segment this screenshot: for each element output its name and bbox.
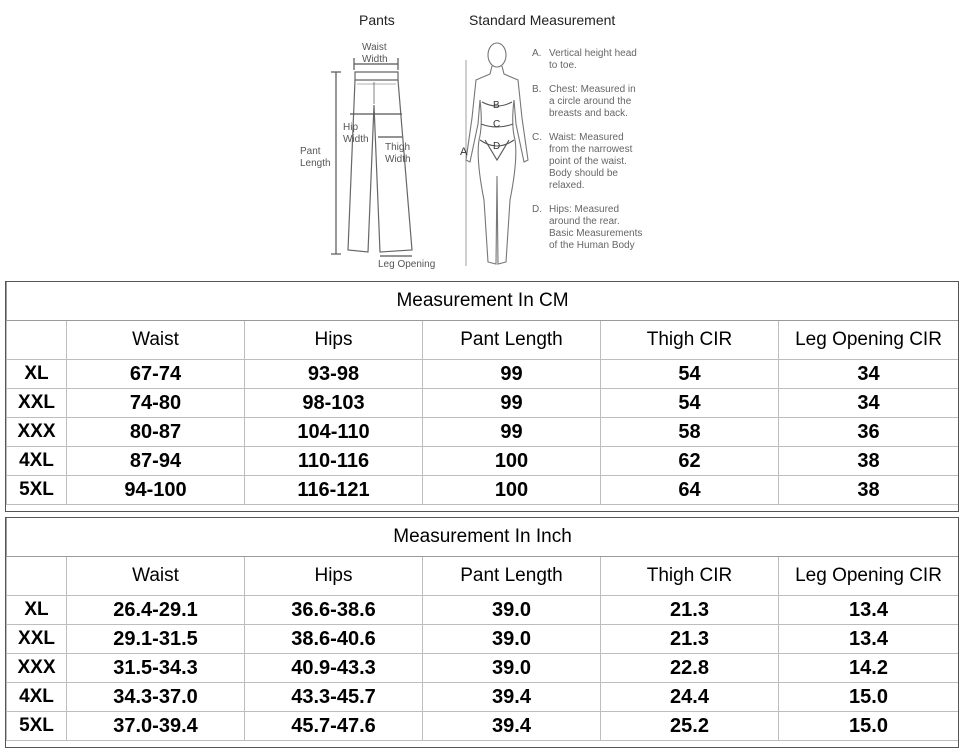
table-cell: 31.5-34.3 xyxy=(67,654,245,683)
size-cell: 4XL xyxy=(7,683,67,712)
size-cell: 5XL xyxy=(7,476,67,505)
standard-measurement-title: Standard Measurement xyxy=(469,12,616,28)
cm-table-frame xyxy=(5,281,959,512)
table-cell: 37.0-39.4 xyxy=(67,712,245,741)
header-cell: Leg Opening CIR xyxy=(779,557,959,596)
table-cell: 21.3 xyxy=(601,625,779,654)
table-cell: 99 xyxy=(423,360,601,389)
table-cell: 43.3-45.7 xyxy=(245,683,423,712)
table-cell: 22.8 xyxy=(601,654,779,683)
header-cell: Leg Opening CIR xyxy=(779,321,959,360)
size-cell: 4XL xyxy=(7,447,67,476)
table-cell: 54 xyxy=(601,389,779,418)
table-cell: 26.4-29.1 xyxy=(67,596,245,625)
table-cell: 100 xyxy=(423,476,601,505)
leg-opening-label: Leg Opening xyxy=(378,259,436,270)
table-cell: 54 xyxy=(601,360,779,389)
table-cell: 39.0 xyxy=(423,654,601,683)
table-cell: 13.4 xyxy=(779,625,959,654)
table-cell: 45.7-47.6 xyxy=(245,712,423,741)
table-cell: 29.1-31.5 xyxy=(67,625,245,654)
table-cell: 13.4 xyxy=(779,596,959,625)
table-cell: 15.0 xyxy=(779,683,959,712)
size-cell: XXL xyxy=(7,389,67,418)
table-cell: 34 xyxy=(779,389,959,418)
header-cell: Thigh CIR xyxy=(601,557,779,596)
table-cell: 87-94 xyxy=(67,447,245,476)
table-cell: 38 xyxy=(779,447,959,476)
inch-table-frame xyxy=(5,517,959,748)
thigh-label: Thigh Width xyxy=(385,142,411,165)
header-cell: Pant Length xyxy=(423,557,601,596)
header-cell: Waist xyxy=(67,321,245,360)
table-cell: 39.4 xyxy=(423,712,601,741)
table-cell: 39.4 xyxy=(423,683,601,712)
waist-label: Waist Width xyxy=(362,42,388,65)
table-cell: 99 xyxy=(423,389,601,418)
table-cell: 40.9-43.3 xyxy=(245,654,423,683)
note-a: A. Vertical height head to toe. xyxy=(532,48,637,71)
table-cell: 38 xyxy=(779,476,959,505)
measurement-illustration xyxy=(0,0,962,280)
table-cell: 24.4 xyxy=(601,683,779,712)
table-cell: 74-80 xyxy=(67,389,245,418)
table-title: Measurement In Inch xyxy=(7,518,959,557)
header-cell: Hips xyxy=(245,321,423,360)
size-cell: XXX xyxy=(7,418,67,447)
hip-label: Hip Width xyxy=(343,122,369,145)
table-cell: 36 xyxy=(779,418,959,447)
table-cell: 62 xyxy=(601,447,779,476)
table-cell: 94-100 xyxy=(67,476,245,505)
note-c: C. Waist: Measured from the narrowest point of the waist. Body should be relaxed. xyxy=(532,132,633,191)
size-cell: XL xyxy=(7,596,67,625)
table-cell: 39.0 xyxy=(423,596,601,625)
table-cell: 98-103 xyxy=(245,389,423,418)
body-marker-b: B xyxy=(493,100,500,111)
table-cell: 14.2 xyxy=(779,654,959,683)
table-cell: 100 xyxy=(423,447,601,476)
measurement-figure xyxy=(0,0,962,280)
pant-length-label: Pant Length xyxy=(300,146,331,169)
note-b: B. Chest: Measured in a circle around the breasts and back. xyxy=(532,84,636,119)
table-cell: 39.0 xyxy=(423,625,601,654)
table-cell: 21.3 xyxy=(601,596,779,625)
table-cell: 34.3-37.0 xyxy=(67,683,245,712)
table-cell: 99 xyxy=(423,418,601,447)
table-cell: 64 xyxy=(601,476,779,505)
table-cell: 38.6-40.6 xyxy=(245,625,423,654)
table-cell: 110-116 xyxy=(245,447,423,476)
header-cell: Pant Length xyxy=(423,321,601,360)
table-cell: 36.6-38.6 xyxy=(245,596,423,625)
table-title: Measurement In CM xyxy=(7,282,959,321)
table-cell: 116-121 xyxy=(245,476,423,505)
body-marker-a: A xyxy=(460,146,468,158)
size-cell: XL xyxy=(7,360,67,389)
table-cell: 67-74 xyxy=(67,360,245,389)
body-marker-c: C xyxy=(493,119,501,130)
header-cell: Waist xyxy=(67,557,245,596)
pants-title: Pants xyxy=(359,12,395,28)
body-diagram xyxy=(466,43,528,266)
note-d: D. Hips: Measured around the rear. Basic Measurements of the Human Body xyxy=(532,204,643,251)
size-cell: XXL xyxy=(7,625,67,654)
size-cell: XXX xyxy=(7,654,67,683)
table-cell: 104-110 xyxy=(245,418,423,447)
size-cell: 5XL xyxy=(7,712,67,741)
header-cell: Thigh CIR xyxy=(601,321,779,360)
table-cell: 93-98 xyxy=(245,360,423,389)
header-cell: Hips xyxy=(245,557,423,596)
table-cell: 25.2 xyxy=(601,712,779,741)
table-cell: 80-87 xyxy=(67,418,245,447)
table-cell: 58 xyxy=(601,418,779,447)
table-cell: 34 xyxy=(779,360,959,389)
table-cell: 15.0 xyxy=(779,712,959,741)
body-marker-d: D xyxy=(493,141,501,152)
